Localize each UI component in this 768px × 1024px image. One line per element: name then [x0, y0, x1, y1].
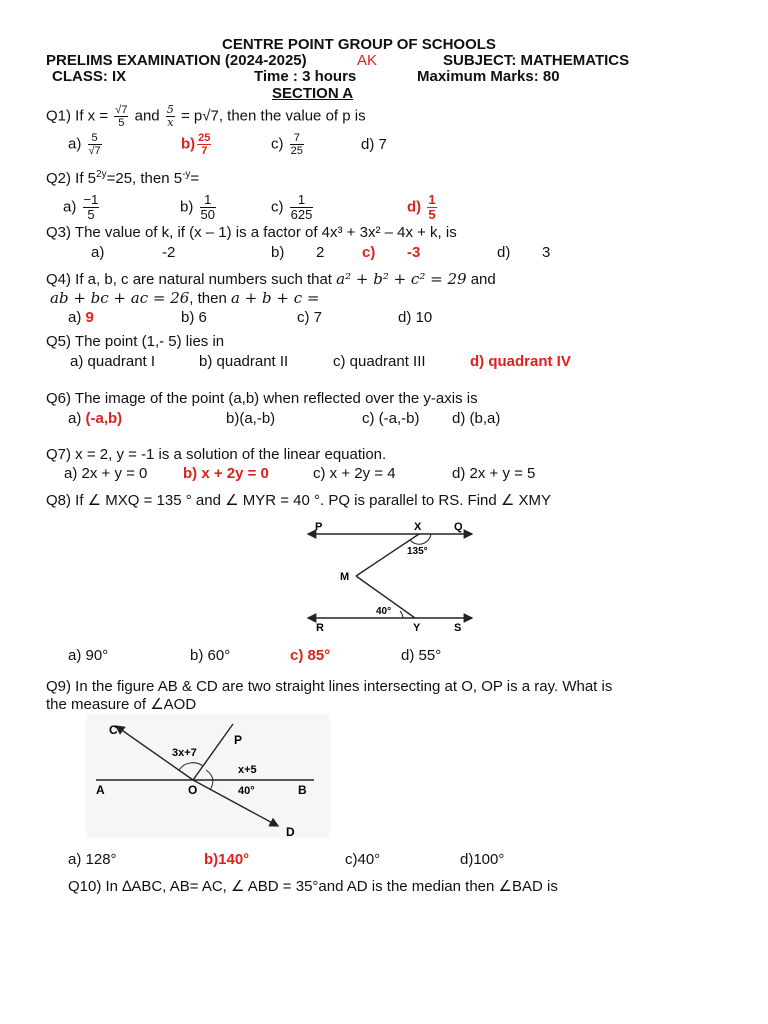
q5-option-c: c) quadrant III [333, 353, 426, 370]
school-name: CENTRE POINT GROUP OF SCHOOLS [222, 36, 496, 53]
q2-option-c: c) $\frac{1}{625}$ [271, 192, 313, 222]
q9-intersecting-lines-figure [86, 714, 330, 838]
question-3: Q3) The value of k, if (x – 1) is a factor of 4x³ + 3x² – 4x + k, is [46, 224, 457, 241]
q3-option-d-label: d) [497, 244, 511, 261]
question-4-line1: Q4) If a, b, c are natural numbers such that a² + b² + c² = 29 and [46, 270, 496, 288]
label-d: D [286, 825, 295, 838]
question-2: Q2) If $5^{2y}=25$, then $5^{-y}=$ [46, 169, 200, 187]
q3-option-a-label: a) [91, 244, 105, 261]
q9-option-b-answer: b)140° [204, 851, 250, 868]
q1-option-a: a) $\frac{5}{√7}$ [68, 132, 101, 157]
q6-option-d: d) (b,a) [452, 410, 501, 427]
question-4-line2: ab + bc + ac = 26, then a + b + c = [50, 289, 320, 307]
angle-label-40-q9: 40° [238, 785, 255, 797]
q8-option-c-answer: c) 85° [290, 647, 331, 664]
label-q: Q [454, 521, 463, 533]
label-a: A [96, 783, 105, 797]
q5-option-b: b) quadrant II [199, 353, 289, 370]
angle-expr-x5: x+5 [238, 764, 257, 776]
angle-label-135: 135° [407, 546, 428, 557]
q8-option-b: b) 60° [190, 647, 231, 664]
q2-option-a: a) $\frac{-1}{5}$ [63, 192, 99, 222]
q9-option-a: a) 128° [68, 851, 117, 868]
q7-option-c: c) x + 2y = 4 [313, 465, 396, 482]
exam-title: PRELIMS EXAMINATION (2024-2025) [46, 52, 307, 69]
q4-option-a: a) 9 [68, 309, 94, 326]
angle-expr-3x7: 3x+7 [172, 747, 197, 759]
q5-option-d-answer: d) quadrant IV [470, 353, 571, 370]
q7-option-d: d) 2x + y = 5 [452, 465, 536, 482]
q4-option-d: d) 10 [398, 309, 433, 326]
max-marks-label: Maximum Marks: 80 [417, 68, 560, 85]
question-6: Q6) The image of the point (a,b) when reflected over the y-axis is [46, 390, 478, 407]
label-b: B [298, 783, 307, 797]
q3-option-c-answer: -3 [407, 244, 421, 261]
q9-option-d: d)100° [460, 851, 505, 868]
question-1: Q1) If x = $\frac{√7}{5}$ and $\frac{5}{x}$ = p√7, then the value of p is [46, 103, 366, 129]
label-x: X [414, 521, 422, 533]
q6-option-c: c) (-a,-b) [362, 410, 420, 427]
section-title: SECTION A [272, 85, 354, 102]
q1-option-c: c) $\frac{7}{25}$ [271, 132, 303, 157]
q4-option-b: b) 6 [181, 309, 207, 326]
question-5: Q5) The point (1,- 5) lies in [46, 333, 225, 350]
label-m: M [340, 571, 350, 583]
q9-option-c: c)40° [345, 851, 381, 868]
q8-option-a: a) 90° [68, 647, 109, 664]
q2-option-b: b) $\frac{1}{50}$ [180, 192, 215, 222]
question-7: Q7) x = 2, y = -1 is a solution of the linear equation. [46, 446, 387, 463]
q3-option-b-value: 2 [316, 244, 325, 261]
q1-option-d: d) 7 [361, 136, 387, 153]
q2-option-d-answer: d) $\frac{1}{5}$ [407, 192, 436, 222]
q7-option-b-answer: b) x + 2y = 0 [183, 465, 269, 482]
q6-option-b: b)(a,-b) [226, 410, 276, 427]
class-label: CLASS: IX [52, 68, 127, 85]
label-p: P [315, 521, 323, 533]
q4-option-c: c) 7 [297, 309, 323, 326]
q3-option-a-value: -2 [162, 244, 176, 261]
q5-option-a: a) quadrant I [70, 353, 156, 370]
subject-label: SUBJECT: MATHEMATICS [443, 52, 630, 69]
q3-option-b-label: b) [271, 244, 285, 261]
label-s: S [454, 622, 462, 634]
q7-option-a: a) 2x + y = 0 [64, 465, 148, 482]
q3-option-c-label: c) [362, 244, 376, 261]
q8-parallel-lines-figure [300, 518, 480, 638]
question-10: Q10) In ∆ABC, AB= AC, ∠ ABD = 35°and AD is the median then ∠BAD is [68, 878, 558, 895]
question-9-line1: Q9) In the figure AB & CD are two straight lines intersecting at O, OP is a ray. What is [46, 678, 613, 695]
q8-option-d: d) 55° [401, 647, 442, 664]
angle-label-40: 40° [376, 606, 392, 617]
label-p9: P [234, 733, 243, 747]
label-c: C [109, 723, 118, 737]
time-label: Time : 3 hours [254, 68, 357, 85]
question-9-line2: the measure of ∠AOD [46, 696, 197, 713]
label-y: Y [413, 622, 421, 634]
q6-option-a: a) (-a,b) [68, 410, 123, 427]
question-8: Q8) If ∠ MXQ = 135 ° and ∠ MYR = 40 °. PQ is parallel to RS. Find ∠ XMY [46, 492, 552, 509]
answer-key-tag: AK [357, 52, 378, 69]
q1-option-b-answer: b) $\frac{25}{7}$ [181, 132, 211, 157]
label-r: R [316, 622, 324, 634]
q3-option-d-value: 3 [542, 244, 551, 261]
label-o: O [188, 783, 198, 797]
